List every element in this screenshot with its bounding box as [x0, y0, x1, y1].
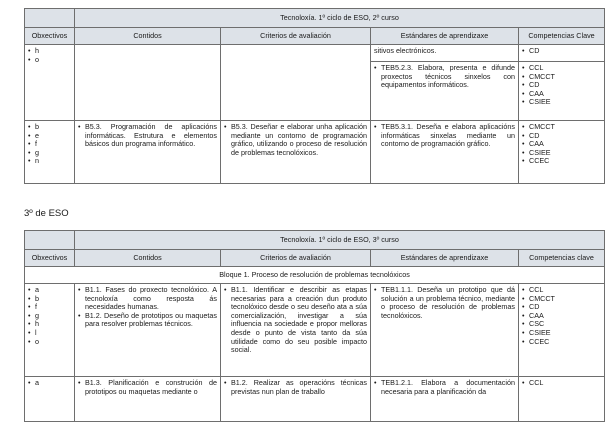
section-title: 3º de ESO [24, 208, 69, 219]
table-row [25, 121, 605, 184]
criteria-cell [221, 121, 371, 184]
objectives-cell [25, 45, 75, 121]
standard-text: • TEB1.1.1. Deseña un prototipo que dá solución a un problema técnico, mediante o proceso de resolución de problemas tecnolóxicos. [374, 286, 515, 320]
objective-item: • g [28, 149, 71, 158]
competency-item: • CCL [522, 379, 601, 388]
column-header-criteria: Criterios de avaliación [221, 28, 371, 45]
objective-item: • n [28, 157, 71, 166]
competency-item: • CAA [522, 312, 601, 321]
objective-item: • f [28, 303, 71, 312]
column-header-objectives: Obxectivos [25, 28, 75, 45]
column-header-competencies: Competencias clave [519, 250, 605, 267]
competencies-cell [519, 121, 605, 184]
column-header-standards: Estándares de aprendizaxe [371, 250, 519, 267]
competency-item: • CCL [522, 286, 601, 295]
criteria-cell [221, 284, 371, 377]
objectives-cell [25, 284, 75, 377]
standard-text: • TEB1.2.1. Elabora a documentación necesaria para a planificación da [374, 379, 515, 396]
column-header-contents: Contidos [75, 250, 221, 267]
standard-cell [371, 284, 519, 377]
objective-item: • o [28, 56, 71, 65]
column-header-contents: Contidos [75, 28, 221, 45]
criteria-text: • B1.1. Identificar e describir as etapas necesarias para a creación dun produto tecnolóxico desde o seu deseño ata a súa comercialización, investigar a súa influencia na sociedade e propor melloras desde o punto de vista tanto da súa utilidade como do seu posible impacto social. [224, 286, 367, 355]
competency-item: • CMCCT [522, 295, 601, 304]
objective-item: • o [28, 338, 71, 347]
contents-cell [75, 45, 221, 121]
curriculum-table-3rd-course [24, 230, 605, 422]
objectives-cell [25, 121, 75, 184]
table-row [25, 377, 605, 422]
standard-cell [371, 121, 519, 184]
criteria-cell [221, 377, 371, 422]
contents-cell [75, 284, 221, 377]
competency-item: • CAA [522, 140, 601, 149]
criteria-text: • B5.3. Deseñar e elaborar unha aplicación mediante un contorno de programación gráfico, utilizando o proceso de resolución de problemas tecnolóxicos. [224, 123, 367, 157]
competency-item: • CCEC [522, 338, 601, 347]
curriculum-table-2nd-course [24, 8, 605, 184]
table-title: Tecnoloxía. 1º ciclo de ESO, 2º curso [75, 9, 605, 28]
column-header-competencies: Competencias Clave [519, 28, 605, 45]
objective-item: • b [28, 295, 71, 304]
contents-cell [75, 377, 221, 422]
objective-item: • b [28, 123, 71, 132]
objective-item: • l [28, 329, 71, 338]
objective-item: • g [28, 312, 71, 321]
table-row [25, 45, 605, 62]
competency-item: • CSIEE [522, 98, 601, 107]
content-text: • B5.3. Programación de aplicacións informáticas. Estrutura e elementos básicos dun programa informático. [78, 123, 217, 149]
competency-item: • CAA [522, 90, 601, 99]
contents-cell [75, 121, 221, 184]
table-row [25, 284, 605, 377]
objective-item: • f [28, 140, 71, 149]
competencies-cell [519, 284, 605, 377]
competency-item: • CD [522, 81, 601, 90]
standard-text: • TEB5.3.1. Deseña e elabora aplicacións informáticas sinxelas mediante un contorno de programación gráfico. [374, 123, 515, 149]
objective-item: • h [28, 320, 71, 329]
standard-cell [371, 377, 519, 422]
competency-item: • CSC [522, 320, 601, 329]
content-text: • B1.2. Deseño de prototipos ou maquetas para resolver problemas técnicos. [78, 312, 217, 329]
competencies-cell [519, 45, 605, 62]
competencies-cell [519, 377, 605, 422]
column-header-objectives: Obxectivos [25, 250, 75, 267]
competency-item: • CMCCT [522, 123, 601, 132]
objectives-cell [25, 377, 75, 422]
content-text: • B1.1. Fases do proxecto tecnolóxico. A tecnoloxía como resposta ás necesidades humanas. [78, 286, 217, 312]
objective-item: • a [28, 379, 71, 388]
standard-cell [371, 45, 519, 62]
competency-item: • CD [522, 132, 601, 141]
criteria-cell [221, 45, 371, 121]
objective-item: • h [28, 47, 71, 56]
competency-item: • CSIEE [522, 329, 601, 338]
competency-item: • CD [522, 303, 601, 312]
objective-item: • e [28, 132, 71, 141]
competencies-cell [519, 62, 605, 121]
criteria-text: • B1.2. Realizar as operacións técnicas previstas nun plan de traballo [224, 379, 367, 396]
competency-item: • CD [522, 47, 601, 56]
competency-item: • CSIEE [522, 149, 601, 158]
block-title: Bloque 1. Proceso de resolución de problemas tecnolóxicos [25, 267, 605, 284]
competency-item: • CMCCT [522, 73, 601, 82]
column-header-standards: Estándares de aprendizaxe [371, 28, 519, 45]
objective-item: • a [28, 286, 71, 295]
standard-text: • TEB5.2.3. Elabora, presenta e difunde proxectos técnicos sinxelos con equipamentos informáticos. [374, 64, 515, 90]
standard-cell [371, 62, 519, 121]
table-title: Tecnoloxía. 1º ciclo de ESO, 3º curso [75, 231, 605, 250]
competency-item: • CCL [522, 64, 601, 73]
standard-text: sitivos electrónicos. [374, 46, 437, 55]
column-header-criteria: Criterios de avaliación [221, 250, 371, 267]
competency-item: • CCEC [522, 157, 601, 166]
content-text: • B1.3. Planificación e construción de prototipos ou maquetas mediante o [78, 379, 217, 396]
